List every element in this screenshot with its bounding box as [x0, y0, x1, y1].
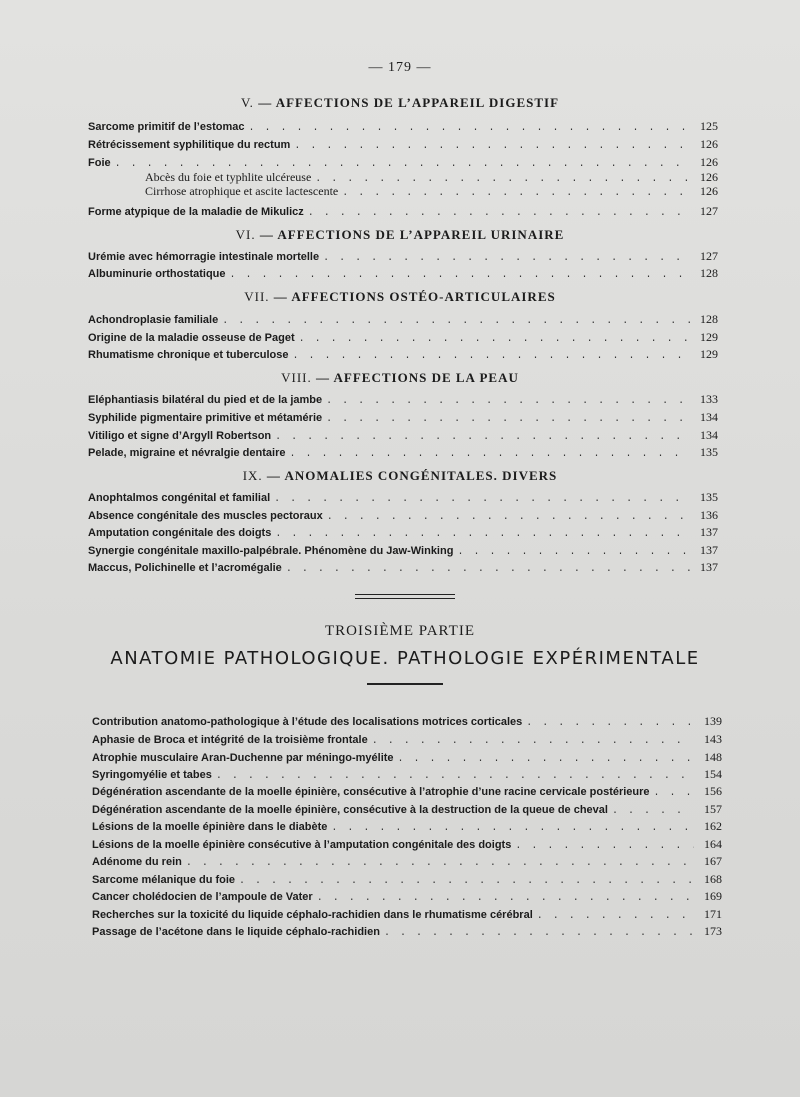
- toc-entry-title: Urémie avec hémorragie intestinale mortelle: [88, 251, 320, 263]
- section-number: V.: [240, 95, 254, 110]
- toc-entry-title: Maccus, Polichinelle et l’acromégalie: [88, 562, 282, 574]
- leader-dots: [326, 414, 690, 425]
- leader-dots: [275, 529, 690, 540]
- toc-entry-title: Sarcome mélanique du foie: [92, 874, 236, 886]
- toc-entry-page: 128: [700, 312, 718, 326]
- toc-entry: [92, 924, 722, 939]
- section-title: — ANOMALIES CONGÉNITALES. DIVERS: [266, 468, 558, 483]
- toc-entry: [88, 249, 718, 264]
- toc-entry-title: Syphilide pigmentaire primitive et métamérie: [88, 412, 323, 424]
- toc-entry-title: Cancer cholédocien de l’ampoule de Vater: [92, 891, 313, 903]
- title-underline: [367, 683, 443, 685]
- toc-entry-title: Origine de la maladie osseuse de Paget: [88, 332, 295, 344]
- toc-entry-page: 134: [700, 428, 718, 442]
- leader-dots: [331, 823, 694, 834]
- section-number: IX.: [242, 468, 263, 483]
- toc-entry-page: 137: [700, 525, 718, 539]
- section-number: VI.: [235, 227, 256, 242]
- toc-entry-page: 137: [700, 560, 718, 574]
- toc-entry-title: Rétrécissement syphilitique du rectum: [88, 139, 291, 151]
- toc-entry-page: 126: [700, 155, 718, 169]
- leader-dots: [326, 396, 690, 407]
- toc-entry-page: 127: [700, 204, 718, 218]
- toc-entry-page: 126: [700, 170, 718, 184]
- toc-entry: [88, 445, 718, 460]
- toc-entry: [88, 392, 718, 407]
- section-title: — AFFECTIONS DE L’APPAREIL DIGESTIF: [258, 95, 560, 110]
- toc-entry-page: 126: [700, 137, 718, 151]
- toc-entry: [88, 508, 718, 523]
- toc-entry-title: Synergie congénitale maxillo-palpébrale. Phénomène du Jaw-Winking: [88, 545, 454, 557]
- section-heading-vi: [0, 227, 800, 243]
- leader-dots: [457, 547, 690, 558]
- toc-entry: [92, 907, 722, 922]
- toc-entry: [92, 714, 722, 729]
- leader-dots: [317, 893, 694, 904]
- leader-dots: [612, 806, 694, 817]
- toc-entry-page: 129: [700, 330, 718, 344]
- toc-entry-title: Lésions de la moelle épinière consécutive à l’amputation congénitale des doigts: [92, 839, 512, 851]
- leader-dots: [292, 351, 690, 362]
- toc-entry: [92, 750, 722, 765]
- toc-entry-page: 134: [700, 410, 718, 424]
- leader-dots: [115, 159, 690, 170]
- leader-dots: [239, 876, 694, 887]
- toc-entry: [92, 889, 722, 904]
- toc-entry-title: Rhumatisme chronique et tuberculose: [88, 349, 289, 361]
- toc-entry: [88, 560, 718, 575]
- toc-entry-page: 135: [700, 490, 718, 504]
- toc-entry-title: Contribution anatomo-pathologique à l’étude des localisations motrices corticales: [92, 716, 523, 728]
- toc-entry: [88, 137, 718, 152]
- leader-dots: [216, 771, 694, 782]
- section-title: — AFFECTIONS DE L’APPAREIL URINAIRE: [259, 227, 565, 242]
- toc-entry: [88, 266, 718, 281]
- toc-entry-title: Foie: [88, 157, 111, 169]
- toc-entry: [92, 837, 722, 852]
- toc-entry: [88, 119, 718, 134]
- toc-entry: [92, 732, 722, 747]
- toc-entry: [88, 428, 718, 443]
- toc-entry: [88, 347, 718, 362]
- toc-entry-title: Recherches sur la toxicité du liquide céphalo-rachidien dans le rhumatisme cérébral: [92, 909, 533, 921]
- toc-entry-title: Syringomyélie et tabes: [92, 769, 212, 781]
- section-title: — AFFECTIONS OSTÉO-ARTICULAIRES: [273, 289, 556, 304]
- leader-dots: [299, 334, 690, 345]
- toc-entry: [92, 819, 722, 834]
- toc-entry-title: Pelade, migraine et névralgie dentaire: [88, 447, 286, 459]
- toc-entry-title: Albuminurie orthostatique: [88, 268, 226, 280]
- toc-entry-title: Abcès du foie et typhlite ulcéreuse: [145, 170, 312, 184]
- toc-entry: [92, 802, 722, 817]
- toc-entry-page: 127: [700, 249, 718, 263]
- toc-entry-page: 148: [704, 750, 722, 764]
- toc-entry-title: Lésions de la moelle épinière dans le diabète: [92, 821, 328, 833]
- part-title: ANATOMIE PATHOLOGIQUE. PATHOLOGIE EXPÉRIMENTALE: [110, 648, 700, 669]
- leader-dots: [537, 911, 694, 922]
- toc-subentry: [145, 170, 718, 185]
- toc-entry: [88, 155, 718, 170]
- part-label: TROISIÈME PARTIE: [325, 623, 475, 639]
- toc-entry-page: 173: [704, 924, 722, 938]
- toc-entry: [88, 330, 718, 345]
- leader-dots: [526, 718, 694, 729]
- toc-entry: [92, 854, 722, 869]
- leader-dots: [372, 736, 694, 747]
- toc-entry-page: 168: [704, 872, 722, 886]
- toc-entry-page: 171: [704, 907, 722, 921]
- leader-dots: [654, 788, 694, 799]
- toc-entry: [88, 490, 718, 505]
- toc-entry-title: Passage de l’acétone dans le liquide céphalo-rachidien: [92, 926, 380, 938]
- toc-entry-page: 143: [704, 732, 722, 746]
- toc-entry: [92, 767, 722, 782]
- toc-entry: [88, 204, 718, 219]
- toc-entry-page: 129: [700, 347, 718, 361]
- section-number: VII.: [244, 289, 270, 304]
- leader-dots: [342, 188, 690, 199]
- toc-entry-title: Sarcome primitif de l’estomac: [88, 121, 245, 133]
- toc-entry-page: 167: [704, 854, 722, 868]
- toc-entry-page: 125: [700, 119, 718, 133]
- toc-entry-title: Atrophie musculaire Aran-Duchenne par méningo-myélite: [92, 752, 394, 764]
- section-heading-ix: [0, 468, 800, 484]
- toc-entry: [88, 525, 718, 540]
- toc-entry-page: 139: [704, 714, 722, 728]
- leader-dots: [275, 432, 690, 443]
- section-title: — AFFECTIONS DE LA PEAU: [316, 370, 519, 385]
- section-heading-v: [0, 95, 800, 111]
- leader-dots: [308, 208, 690, 219]
- leader-dots: [398, 754, 694, 765]
- leader-dots: [249, 123, 691, 134]
- separator-rule-bottom: [355, 598, 455, 599]
- leader-dots: [286, 564, 690, 575]
- toc-entry-title: Achondroplasie familiale: [88, 314, 219, 326]
- toc-entry-title: Absence congénitale des muscles pectoraux: [88, 510, 323, 522]
- toc-entry-title: Dégénération ascendante de la moelle épinière, consécutive à la destruction de la queue de cheval: [92, 804, 608, 816]
- toc-entry-title: Aphasie de Broca et intégrité de la troisième frontale: [92, 734, 368, 746]
- toc-entry: [88, 410, 718, 425]
- section-heading-vii: [0, 289, 800, 305]
- toc-entry-page: 154: [704, 767, 722, 781]
- toc-entry-page: 133: [700, 392, 718, 406]
- toc-entry-page: 136: [700, 508, 718, 522]
- toc-entry: [88, 312, 718, 327]
- section-number: VIII.: [281, 370, 312, 385]
- leader-dots: [294, 141, 690, 152]
- toc-entry: [88, 543, 718, 558]
- toc-entry-title: Eléphantiasis bilatéral du pied et de la jambe: [88, 394, 323, 406]
- toc-entry-page: 128: [700, 266, 718, 280]
- toc-entry-title: Amputation congénitale des doigts: [88, 527, 272, 539]
- toc-entry: [92, 872, 722, 887]
- toc-entry-page: 162: [704, 819, 722, 833]
- toc-entry-page: 135: [700, 445, 718, 459]
- leader-dots: [323, 253, 690, 264]
- leader-dots: [327, 512, 690, 523]
- separator-rule-top: [355, 594, 455, 595]
- toc-entry-title: Dégénération ascendante de la moelle épinière, consécutive à l’atrophie d’une racine cervicale postérieure: [92, 786, 650, 798]
- leader-dots: [274, 494, 690, 505]
- toc-entry-title: Forme atypique de la maladie de Mikulicz: [88, 206, 304, 218]
- toc-entry-title: Adénome du rein: [92, 856, 182, 868]
- toc-entry-title: Anophtalmos congénital et familial: [88, 492, 271, 504]
- leader-dots: [289, 449, 690, 460]
- section-heading-viii: [0, 370, 800, 386]
- toc-entry-page: 156: [704, 784, 722, 798]
- toc-entry-page: 169: [704, 889, 722, 903]
- leader-dots: [186, 858, 694, 869]
- leader-dots: [222, 316, 690, 327]
- toc-subentry: [145, 184, 718, 199]
- toc-entry-page: 137: [700, 543, 718, 557]
- toc-entry-page: 164: [704, 837, 722, 851]
- toc-entry-page: 157: [704, 802, 722, 816]
- toc-entry-title: Vitiligo et signe d’Argyll Robertson: [88, 430, 272, 442]
- toc-entry-page: 126: [700, 184, 718, 198]
- page-number: — 179 —: [368, 60, 432, 75]
- leader-dots: [230, 270, 691, 281]
- leader-dots: [384, 928, 694, 939]
- leader-dots: [515, 841, 694, 852]
- toc-entry: [92, 784, 722, 799]
- toc-entry-title: Cirrhose atrophique et ascite lactescente: [145, 184, 339, 198]
